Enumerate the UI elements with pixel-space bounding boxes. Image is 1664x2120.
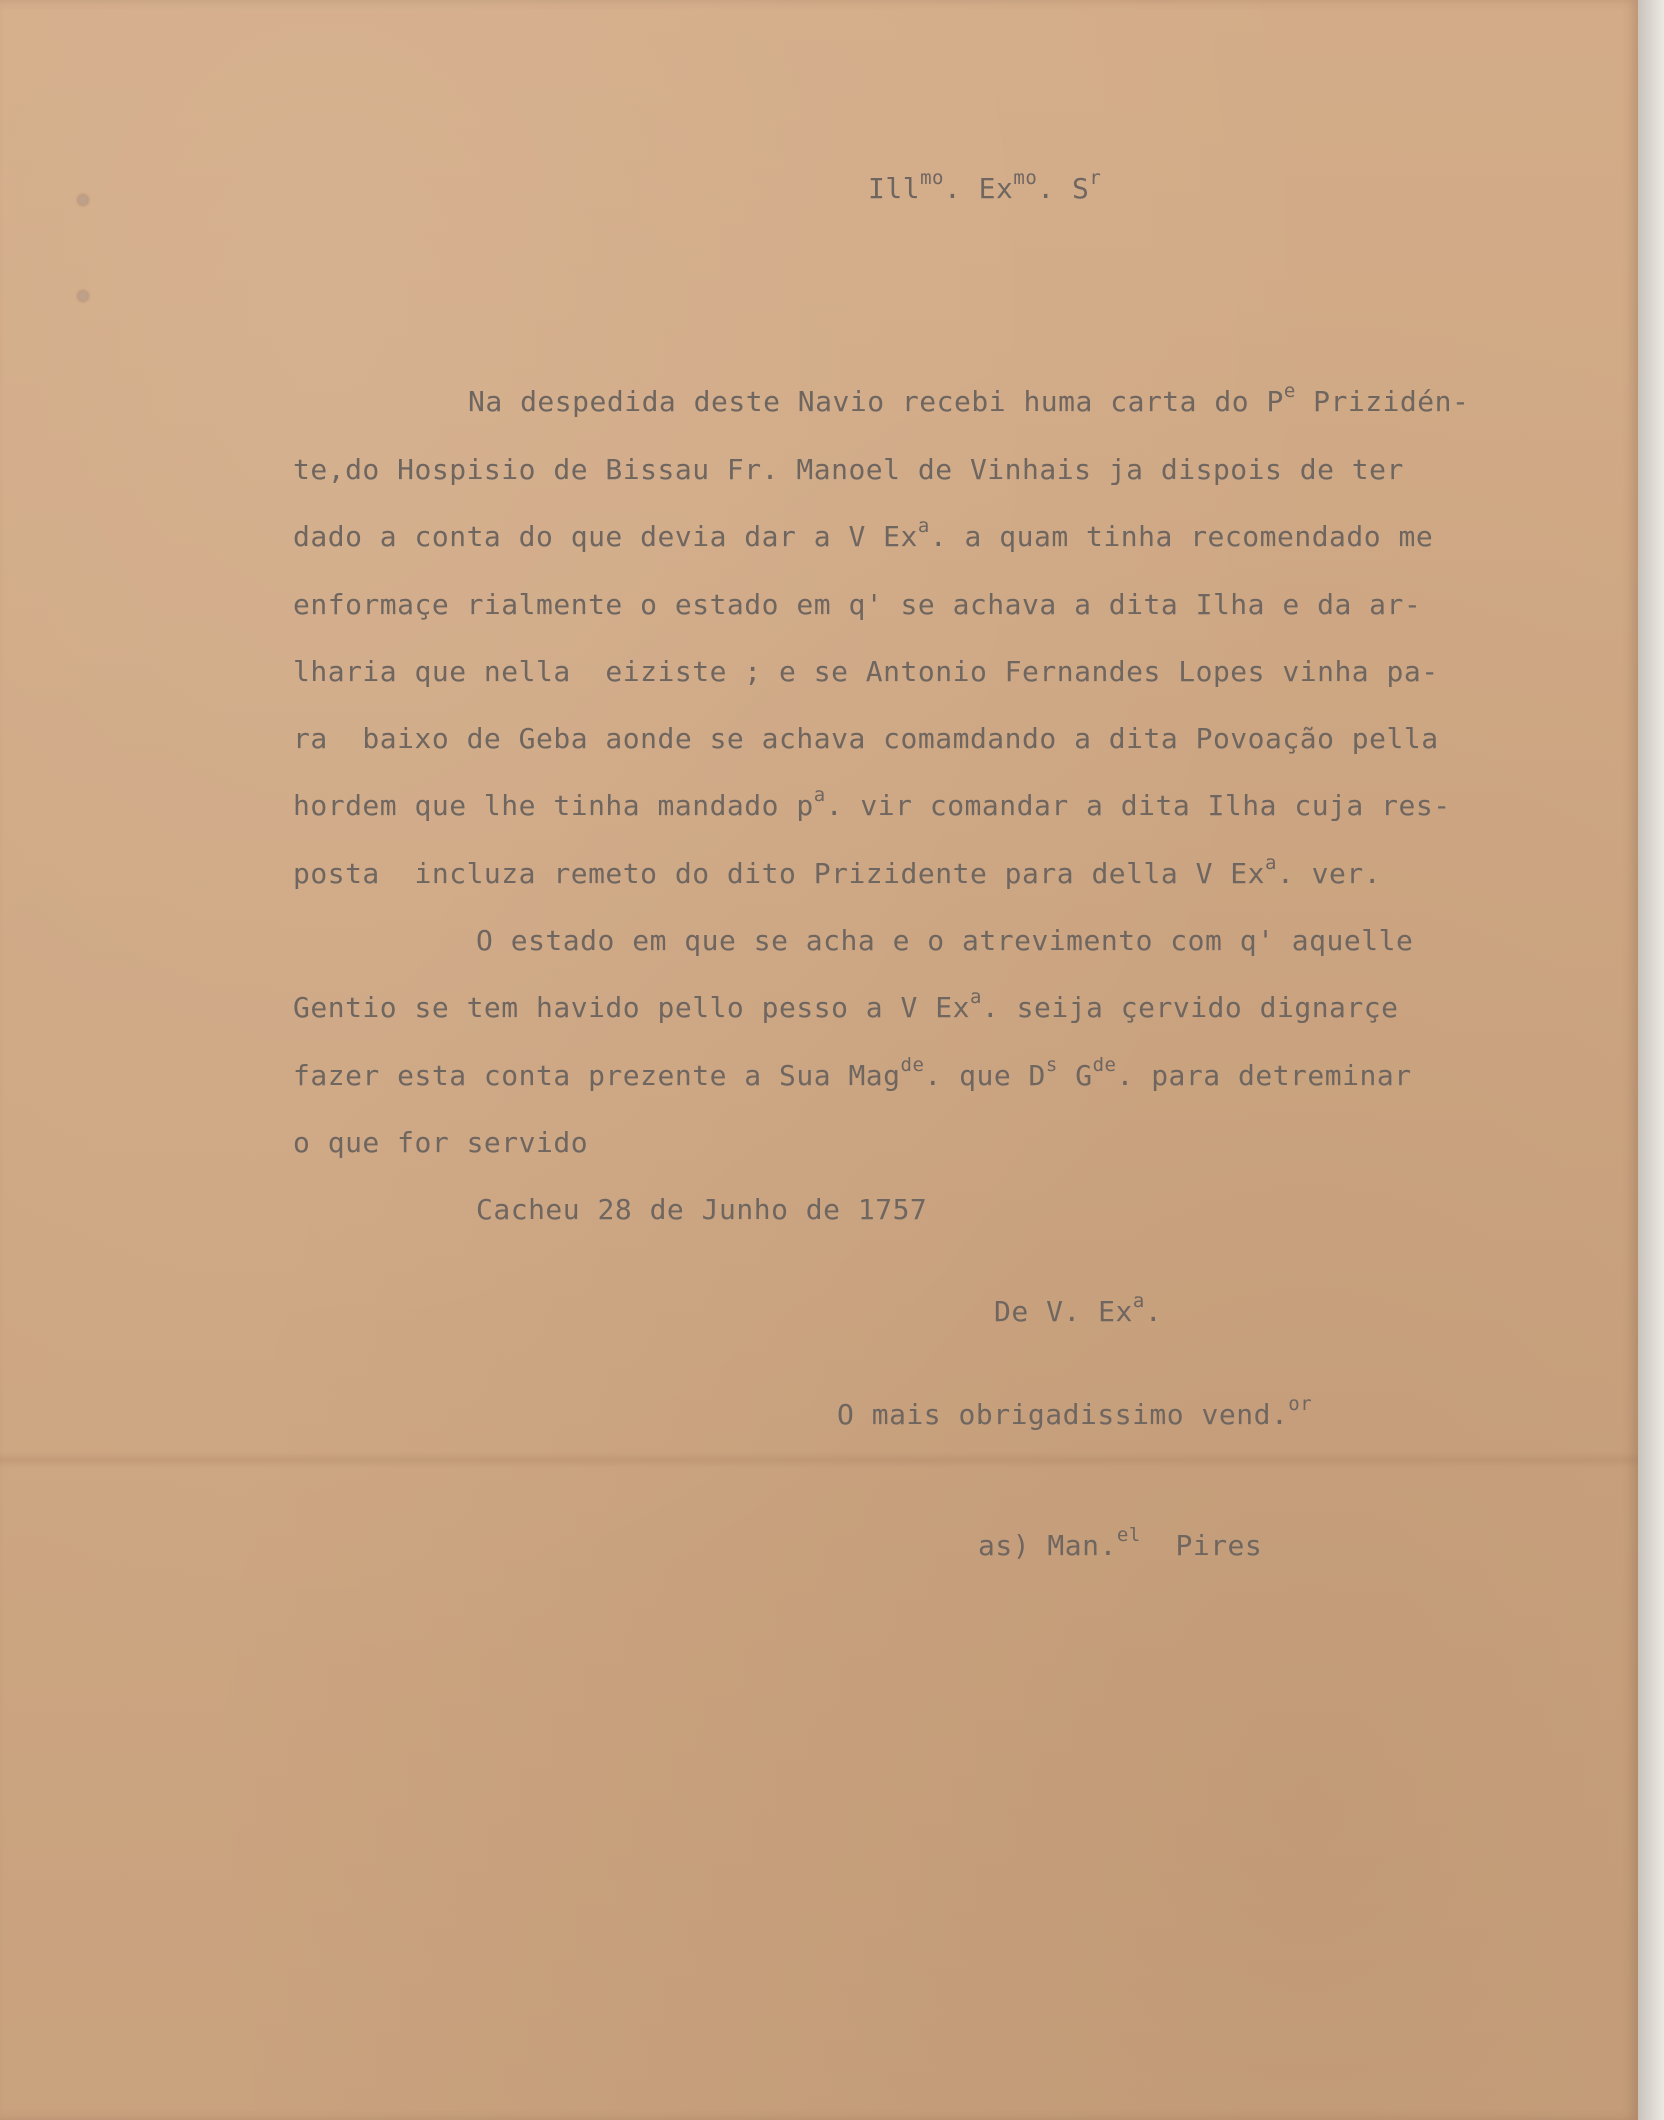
body-line-1: Na despedida deste Navio recebi huma carta do $P^e$ Prizidén- xyxy=(468,380,1470,418)
body-line-4: enformaçe rialmente o estado em q' se achava a dita Ilha e da ar- xyxy=(293,588,1422,621)
punch-hole xyxy=(78,291,88,301)
body-line-3: dado a conta do que devia dar a V Ex$^a$. a quam tinha recomendado me xyxy=(293,515,1434,553)
signature: as) Man.$^{el}$ Pires xyxy=(978,1524,1263,1562)
paper-fold xyxy=(0,1452,1638,1468)
salutation: Ill$^{mo}$. $Ex^{mo}$. $S^r$ xyxy=(868,167,1102,205)
date-line: Cacheu 28 de Junho de 1757 xyxy=(476,1193,928,1226)
body-line-12: o que for servido xyxy=(293,1126,589,1159)
closing-de: De V. Ex$^a$. xyxy=(994,1290,1163,1328)
closing-vendor: O mais obrigadissimo vend.$^{or}$ xyxy=(837,1393,1313,1431)
body-line-7: hordem que lhe tinha mandado $p^a$. vir comandar a dita Ilha cuja res- xyxy=(293,784,1451,822)
body-line-8: posta incluza remeto do dito Prizidente para della V Ex$^a$. ver. xyxy=(293,852,1382,890)
punch-hole xyxy=(78,195,88,205)
body-line-6: ra baixo de Geba aonde se achava comamdando a dita Povoação pella xyxy=(293,722,1439,755)
body-line-5: lharia que nella eiziste ; e se Antonio Fernandes Lopes vinha pa- xyxy=(293,655,1439,688)
background-margin xyxy=(1638,0,1664,2120)
body-line-11: fazer esta conta prezente a Sua Mag$^{de}$. que $D^s$ $G^{de}$. para detreminar xyxy=(293,1054,1412,1092)
body-line-9: O estado em que se acha e o atrevimento com q' aquelle xyxy=(476,924,1414,957)
body-line-10: Gentio se tem havido pello pesso a V Ex$^a$. seija çervido dignarçe xyxy=(293,986,1399,1024)
body-line-2: te,do Hospisio de Bissau Fr. Manoel de Vinhais ja dispois de ter xyxy=(293,453,1404,486)
